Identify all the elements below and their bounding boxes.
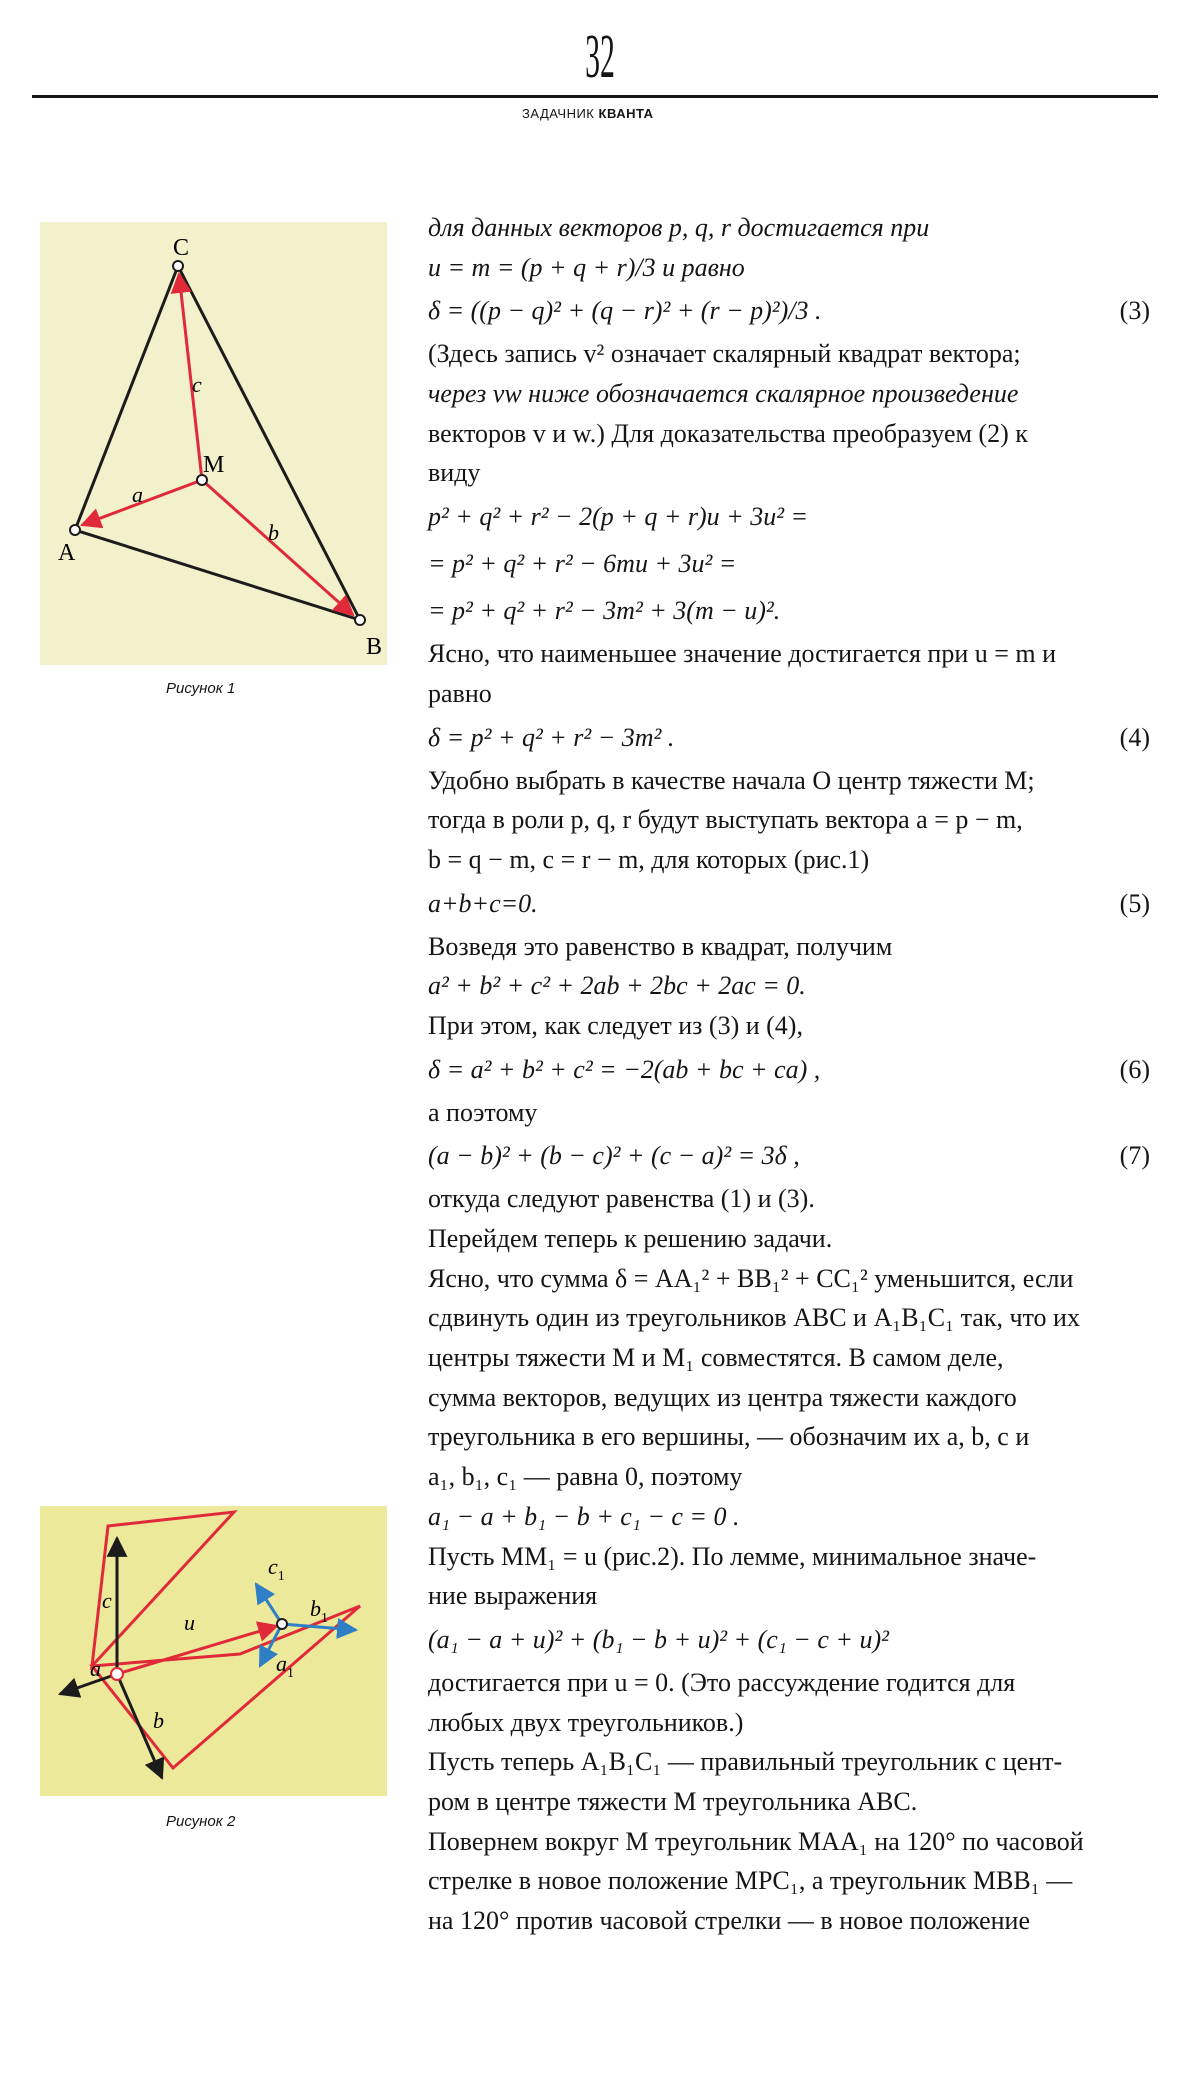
label-c: C xyxy=(173,235,190,261)
text-line xyxy=(428,966,1158,1006)
text-line xyxy=(428,414,1158,454)
text-line xyxy=(428,334,1158,374)
equation-number: (4) xyxy=(1119,722,1150,752)
line-text: тогда в роли p, q, r будут выступать вектора a = p − m, xyxy=(428,805,1023,835)
text-line xyxy=(428,493,1158,540)
text-line xyxy=(428,1298,1158,1338)
text-line xyxy=(428,540,1158,587)
label-b: B xyxy=(366,634,383,660)
line-text: (Здесь запись v² означает скалярный квадрат вектора; xyxy=(428,339,1021,369)
text-line xyxy=(428,1742,1158,1782)
label-c-2: c xyxy=(102,1588,112,1613)
label-a: A xyxy=(58,540,76,566)
equation-line xyxy=(428,714,1158,761)
text-line xyxy=(428,1861,1158,1901)
line-text: через vw ниже обозначается скалярное произведение xyxy=(428,379,1019,409)
line-text: = p² + q² + r² − 3m² + 3(m − u)². xyxy=(428,596,781,626)
label-vec-a: a xyxy=(132,482,143,507)
center-m1-dot xyxy=(277,1619,287,1629)
vertex-c-dot xyxy=(173,261,183,271)
equation-number: (3) xyxy=(1119,296,1150,326)
line-text: a₁ − a + b₁ − b + c₁ − c = 0 . xyxy=(428,1501,740,1531)
line-text: векторов v и w.) Для доказательства преобразуем (2) к xyxy=(428,418,1028,448)
figure-2-caption: Рисунок 2 xyxy=(166,1813,236,1830)
text-line xyxy=(428,1901,1158,1941)
line-text: треугольника в его вершины, — обозначим их a, b, c и xyxy=(428,1422,1030,1452)
equation-number: (7) xyxy=(1119,1141,1150,1171)
text-line xyxy=(428,1576,1158,1616)
line-text: Возведя это равенство в квадрат, получим xyxy=(428,931,893,961)
running-title-bold: КВАНТА xyxy=(598,106,654,121)
figure-2-background xyxy=(40,1506,387,1796)
center-m-dot-2 xyxy=(111,1668,123,1680)
line-text: δ = p² + q² + r² − 3m² . xyxy=(428,722,675,752)
label-vec-b: b xyxy=(268,520,279,545)
page-number: 32 xyxy=(585,23,615,91)
line-text: центры тяжести M и M₁ совместятся. В самом деле, xyxy=(428,1343,1004,1373)
line-text: любых двух треугольников.) xyxy=(428,1707,744,1737)
header-rule xyxy=(32,95,1158,98)
text-line xyxy=(428,1179,1158,1219)
line-text: (a₁ − a + u)² + (b₁ − b + u)² + (c₁ − c + u)² xyxy=(428,1624,889,1654)
text-line xyxy=(428,1457,1158,1497)
line-text: u = m = (p + q + r)/3 и равно xyxy=(428,252,745,282)
line-text: δ = a² + b² + c² = −2(ab + bc + ca) , xyxy=(428,1054,821,1084)
line-text: на 120° против часовой стрелки — в новое положение xyxy=(428,1906,1030,1935)
text-line xyxy=(428,1378,1158,1418)
text-line xyxy=(428,453,1158,493)
figure-2 xyxy=(40,1506,387,1796)
line-text: равно xyxy=(428,678,492,708)
vertex-a-dot xyxy=(70,525,80,535)
text-line xyxy=(428,1537,1158,1577)
line-text: Повернем вокруг M треугольник MAA₁ на 120° по часовой xyxy=(428,1826,1084,1856)
label-a-2: a xyxy=(90,1656,101,1681)
text-line xyxy=(428,1782,1158,1822)
line-text: достигается при u = 0. (Это рассуждение годится для xyxy=(428,1667,1016,1697)
text-line xyxy=(428,248,1158,288)
line-text: Пусть MM₁ = u (рис.2). По лемме, минимальное значе- xyxy=(428,1541,1037,1571)
line-text: ние выражения xyxy=(428,1581,598,1611)
equation-line xyxy=(428,880,1158,927)
equation-line xyxy=(428,287,1158,334)
running-title-prefix: ЗАДАЧНИК xyxy=(522,106,595,121)
line-text: для данных векторов p, q, r достигается при xyxy=(428,213,930,242)
text-line xyxy=(428,927,1158,967)
equation-number: (5) xyxy=(1119,888,1150,918)
line-text: = p² + q² + r² − 6mu + 3u² = xyxy=(428,549,737,579)
text-line xyxy=(428,800,1158,840)
label-b1: $b_1$ xyxy=(310,1596,328,1626)
label-a1: $a_1$ xyxy=(276,1651,294,1681)
text-line xyxy=(428,1822,1158,1862)
text-line xyxy=(428,1663,1158,1703)
label-m: M xyxy=(203,452,225,478)
text-line xyxy=(428,1616,1158,1663)
line-text: b = q − m, c = r − m, для которых (рис.1) xyxy=(428,844,870,874)
text-line xyxy=(428,1006,1158,1046)
label-c1: $c_1$ xyxy=(268,1554,285,1584)
line-text: виду xyxy=(428,458,481,488)
text-line xyxy=(428,674,1158,714)
text-line xyxy=(428,761,1158,801)
equation-number: (6) xyxy=(1119,1054,1150,1084)
line-text: Ясно, что наименьшее значение достигается при u = m и xyxy=(428,639,1057,669)
text-line xyxy=(428,1417,1158,1457)
text-line xyxy=(428,1703,1158,1743)
line-text: a² + b² + c² + 2ab + 2bc + 2ac = 0. xyxy=(428,971,806,1001)
text-line xyxy=(428,208,1158,248)
line-text: а поэтому xyxy=(428,1097,538,1127)
text-line xyxy=(428,374,1158,414)
equation-line xyxy=(428,1132,1158,1179)
text-line xyxy=(428,587,1158,634)
line-text: сдвинуть один из треугольников ABC и A₁B₁C₁ так, что их xyxy=(428,1303,1080,1333)
figure-1 xyxy=(40,222,387,665)
text-line xyxy=(428,1219,1158,1259)
line-text: Удобно выбрать в качестве начала O центр тяжести M; xyxy=(428,765,1035,795)
label-b-2: b xyxy=(153,1708,164,1733)
line-text: ром в центре тяжести M треугольника ABC. xyxy=(428,1786,918,1816)
body-text xyxy=(428,208,1158,1941)
equation-line xyxy=(428,1046,1158,1093)
text-line xyxy=(428,1259,1158,1299)
label-vec-c: c xyxy=(192,372,202,397)
line-text: Пусть теперь A₁B₁C₁ — правильный треугольник с цент- xyxy=(428,1747,1063,1777)
line-text: стрелке в новое положение MPC₁, а треугольник MBB₁ — xyxy=(428,1866,1073,1896)
text-line xyxy=(428,840,1158,880)
line-text: Ясно, что сумма δ = AA₁² + BB₁² + CC₁² уменьшится, если xyxy=(428,1263,1074,1293)
line-text: (a − b)² + (b − c)² + (c − a)² = 3δ , xyxy=(428,1141,800,1171)
line-text: При этом, как следует из (3) и (4), xyxy=(428,1010,803,1040)
text-line xyxy=(428,634,1158,674)
line-text: сумма векторов, ведущих из центра тяжести каждого xyxy=(428,1382,1017,1412)
line-text: откуда следуют равенства (1) и (3). xyxy=(428,1184,815,1214)
figure-1-caption: Рисунок 1 xyxy=(166,680,236,697)
text-line xyxy=(428,1497,1158,1537)
line-text: p² + q² + r² − 2(p + q + r)u + 3u² = xyxy=(428,502,809,532)
running-title xyxy=(522,106,653,121)
line-text: a+b+c=0. xyxy=(428,888,538,918)
vertex-b-dot xyxy=(355,615,365,625)
text-line xyxy=(428,1093,1158,1133)
line-text: a₁, b₁, c₁ — равна 0, поэтому xyxy=(428,1462,743,1492)
line-text: Перейдем теперь к решению задачи. xyxy=(428,1224,833,1253)
line-text: δ = ((p − q)² + (q − r)² + (r − p)²)/3 . xyxy=(428,296,822,326)
text-line xyxy=(428,1338,1158,1378)
label-u: u xyxy=(184,1610,195,1635)
